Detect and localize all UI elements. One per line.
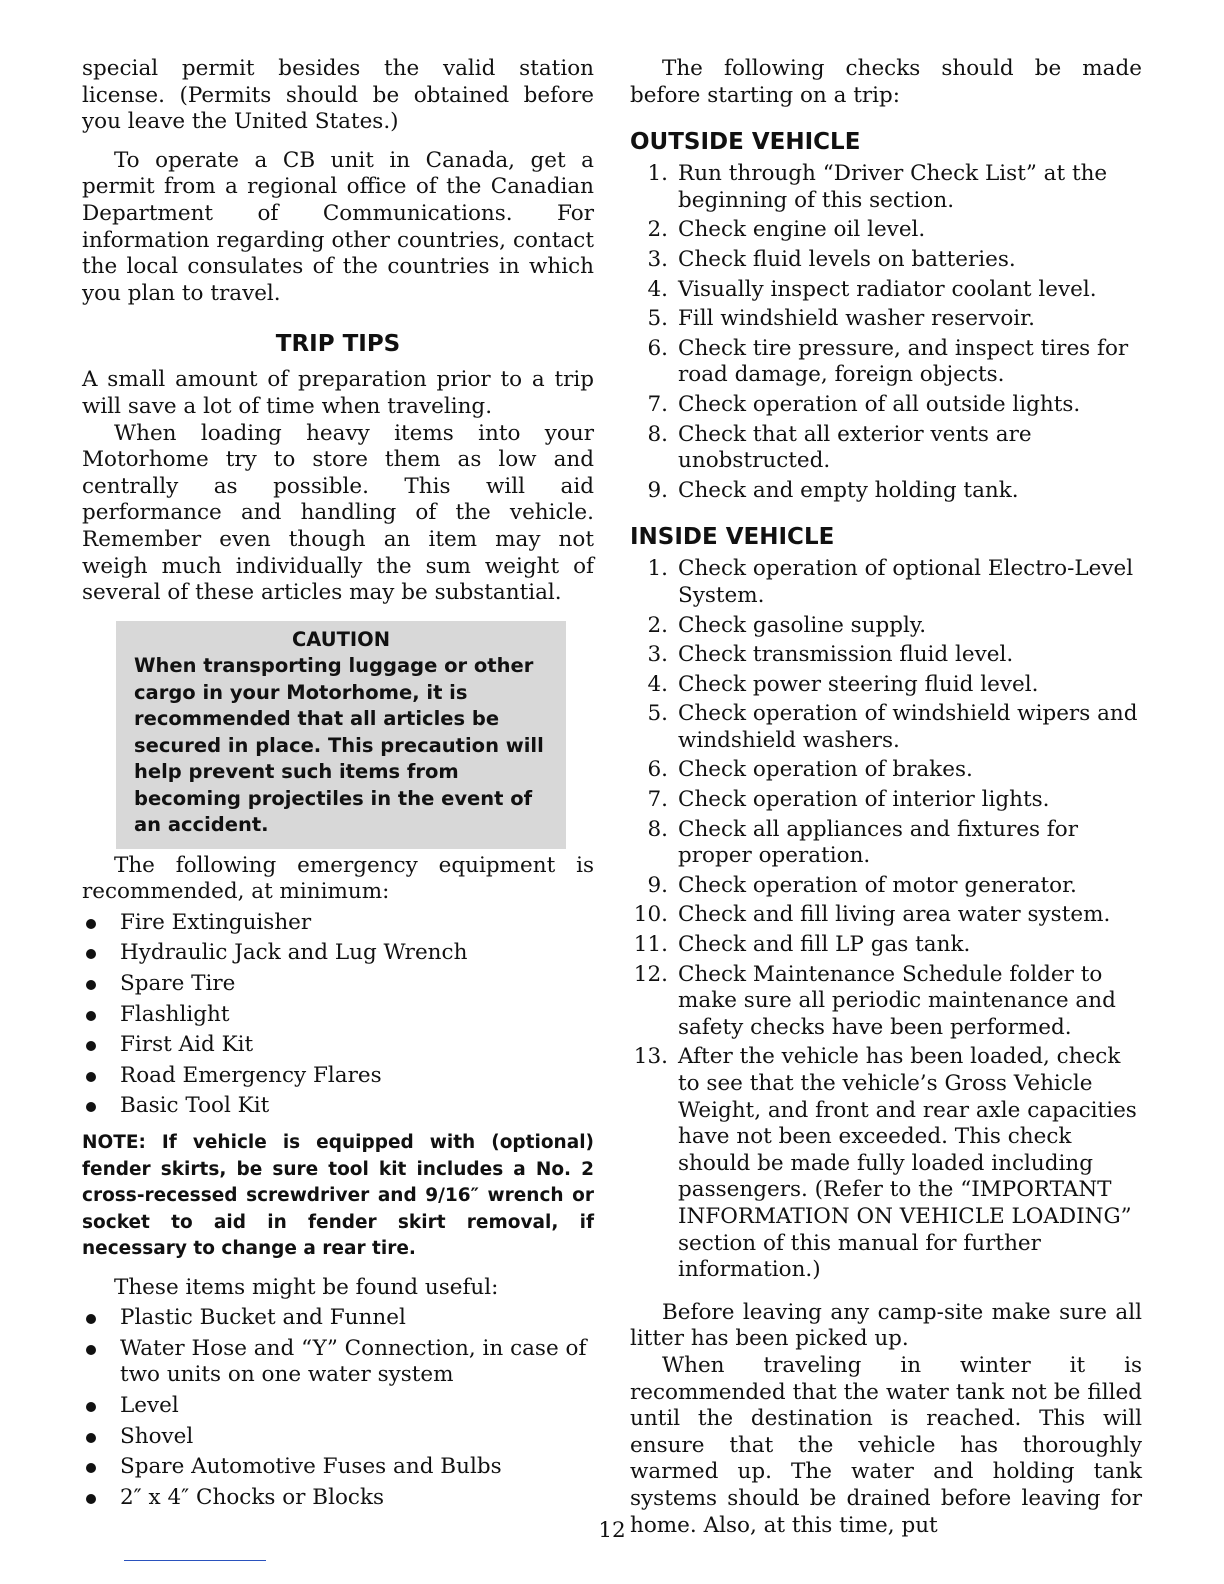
page-number: 12 xyxy=(598,1518,626,1543)
list-item: First Aid Kit xyxy=(82,1032,594,1059)
item-number: 2. xyxy=(647,217,668,243)
item-number: 4. xyxy=(647,671,668,697)
list-item: Spare Tire xyxy=(82,971,594,998)
list-item xyxy=(630,932,1142,959)
item-text: Check fluid levels on batteries. xyxy=(678,246,1016,272)
campsite-paragraph: Before leaving any camp-site make sure all litter has been picked up. xyxy=(630,1299,1142,1352)
list-item xyxy=(630,336,1142,389)
item-number: 3. xyxy=(647,246,668,272)
outside-vehicle-heading: OUTSIDE VEHICLE xyxy=(630,129,861,156)
item-text: Check operation of windshield wipers and windshield washers. xyxy=(678,701,1138,753)
list-item xyxy=(630,672,1142,699)
item-number: 8. xyxy=(647,816,668,842)
item-text: Check operation of brakes. xyxy=(678,757,973,783)
list-item xyxy=(630,642,1142,669)
preparation-paragraph: A small amount of preparation prior to a trip will save a lot of time when traveling. xyxy=(82,367,594,419)
item-text: Check operation of interior lights. xyxy=(678,787,1050,813)
item-text: Check and fill living area water system. xyxy=(678,902,1111,928)
item-text: Check transmission fluid level. xyxy=(678,642,1014,668)
list-item: Level xyxy=(82,1393,594,1420)
item-text: Visually inspect radiator coolant level. xyxy=(678,276,1097,302)
list-item: Shovel xyxy=(82,1424,594,1451)
item-number: 7. xyxy=(647,787,668,813)
list-item xyxy=(630,902,1142,929)
item-text: Check tire pressure, and inspect tires for road damage, foreign objects. xyxy=(678,335,1129,388)
list-item xyxy=(630,247,1142,274)
list-item xyxy=(630,757,1142,784)
list-item: Plastic Bucket and Funnel xyxy=(82,1305,594,1332)
list-item xyxy=(630,161,1142,214)
emergency-equipment-list xyxy=(82,910,594,1120)
inside-vehicle-list xyxy=(630,556,1142,1283)
item-number: 4. xyxy=(647,276,668,302)
winter-paragraph: When traveling in winter it is recommended that the water tank not be filled until the destination is reached. This will ensure that the vehicle has thoroughly warmed up. The water and holding tank systems should be drained before leaving for home. Also, at this time, put xyxy=(630,1352,1142,1538)
permit-paragraph: special permit besides the valid station license. (Permits should be obtained before you leave the United States.) xyxy=(82,56,594,135)
item-text: Check operation of all outside lights. xyxy=(678,391,1081,417)
item-text: After the vehicle has been loaded, check to see that the vehicle’s Gross Vehicle Weight, and front and rear axle capacities have not been exceeded. This check should be made fully loaded including passengers. (Refer to the “IMPORTANT INFORMATION ON VEHICLE LOADING” section of this manual for further information.) xyxy=(678,1044,1137,1283)
item-number: 12. xyxy=(633,961,668,987)
loading-paragraph: When loading heavy items into your Motorhome try to store them as low and centrally as possible. This will aid performance and handling of the vehicle. Remember even though an item may not weigh much individually the sum weight of several of these articles may be substantial. xyxy=(82,420,594,606)
list-item: Spare Automotive Fuses and Bulbs xyxy=(82,1454,594,1481)
list-item: Water Hose and “Y” Connection, in case of two units on one water system xyxy=(82,1336,594,1389)
outside-vehicle-list xyxy=(630,161,1142,504)
list-item xyxy=(630,701,1142,754)
item-number: 6. xyxy=(647,335,668,361)
list-item xyxy=(630,1044,1142,1283)
item-number: 5. xyxy=(647,701,668,727)
footer-rule xyxy=(124,1560,266,1561)
item-number: 10. xyxy=(633,902,668,928)
left-column xyxy=(82,56,594,1515)
caution-title: CAUTION xyxy=(291,627,391,651)
list-item xyxy=(630,787,1142,814)
list-item: Road Emergency Flares xyxy=(82,1063,594,1090)
list-item xyxy=(630,392,1142,419)
right-column xyxy=(630,56,1142,1539)
item-number: 3. xyxy=(647,642,668,668)
list-item: Basic Tool Kit xyxy=(82,1093,594,1120)
list-item xyxy=(630,422,1142,475)
list-item xyxy=(630,277,1142,304)
item-text: Check and empty holding tank. xyxy=(678,477,1019,503)
list-item xyxy=(630,306,1142,333)
item-number: 6. xyxy=(647,757,668,783)
item-number: 7. xyxy=(647,391,668,417)
item-number: 9. xyxy=(647,477,668,503)
list-item xyxy=(630,613,1142,640)
inside-vehicle-heading: INSIDE VEHICLE xyxy=(630,524,835,551)
item-text: Check and fill LP gas tank. xyxy=(678,932,971,958)
list-item xyxy=(630,217,1142,244)
item-text: Check power steering fluid level. xyxy=(678,671,1039,697)
checks-intro: The following checks should be made before starting on a trip: xyxy=(630,56,1142,108)
item-number: 8. xyxy=(647,421,668,447)
list-item xyxy=(630,962,1142,1042)
item-number: 13. xyxy=(633,1044,668,1070)
item-text: Fill windshield washer reservoir. xyxy=(678,306,1035,332)
list-item xyxy=(630,478,1142,505)
item-text: Check all appliances and fixtures for proper operation. xyxy=(678,816,1078,869)
item-number: 1. xyxy=(647,556,668,582)
note-paragraph: NOTE: If vehicle is equipped with (optional) fender skirts, be sure tool kit includes a No. 2 cross-recessed screwdriver and 9/16″ wrench or socket to aid in fender skirt removal, if necessary to change a rear tire. xyxy=(82,1132,594,1260)
item-text: Check operation of optional Electro-Level System. xyxy=(678,556,1134,608)
item-text: Check engine oil level. xyxy=(678,217,926,243)
list-item xyxy=(630,873,1142,900)
list-item: Hydraulic Jack and Lug Wrench xyxy=(82,940,594,967)
emergency-intro: The following emergency equipment is recommended, at minimum: xyxy=(82,852,594,905)
useful-intro: These items might be found useful: xyxy=(114,1274,499,1300)
item-number: 9. xyxy=(647,872,668,898)
canada-paragraph: To operate a CB unit in Canada, get a permit from a regional office of the Canadian Department of Communications. For information regarding other countries, contact the local consulates of the countries in which you plan to travel. xyxy=(82,147,594,306)
item-number: 5. xyxy=(647,306,668,332)
item-text: Check Maintenance Schedule folder to make sure all periodic maintenance and safety checks have been performed. xyxy=(678,961,1116,1040)
list-item: Flashlight xyxy=(82,1002,594,1029)
item-number: 2. xyxy=(647,612,668,638)
item-number: 11. xyxy=(633,932,668,958)
caution-box xyxy=(116,621,566,849)
list-item: 2″ x 4″ Chocks or Blocks xyxy=(82,1485,594,1512)
caution-text: When transporting luggage or other cargo in your Motorhome, it is recommended that all articles be secured in place. This precaution will help prevent such items from becoming projectiles in the event of an accident. xyxy=(134,654,544,837)
item-text: Run through “Driver Check List” at the beginning of this section. xyxy=(678,161,1108,213)
list-item xyxy=(630,556,1142,609)
trip-tips-heading: TRIP TIPS xyxy=(275,331,401,358)
item-text: Check gasoline supply. xyxy=(678,612,927,638)
item-number: 1. xyxy=(647,161,668,187)
list-item xyxy=(630,817,1142,870)
useful-items-list xyxy=(82,1305,594,1511)
item-text: Check operation of motor generator. xyxy=(678,872,1077,898)
item-text: Check that all exterior vents are unobstructed. xyxy=(678,421,1032,474)
list-item: Fire Extinguisher xyxy=(82,910,594,937)
